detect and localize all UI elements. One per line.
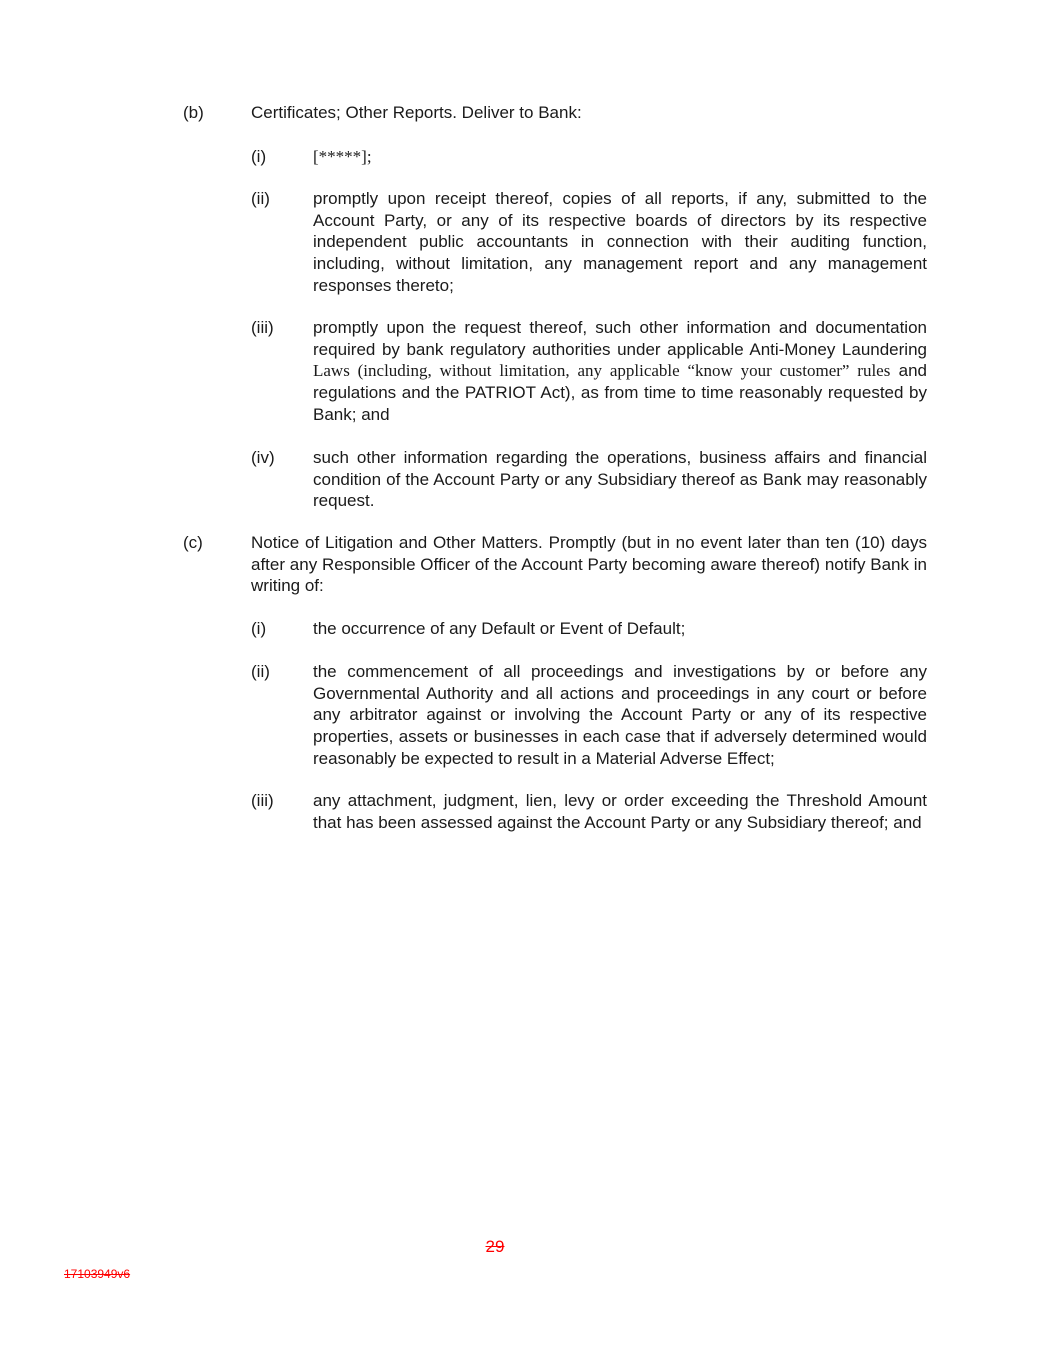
item-b-iii-label: (iii) <box>251 318 274 337</box>
item-b-iii-text-part-1: promptly upon the request thereof, such other information and documentation required by bank regulatory authorities under applicable Anti-Money Laundering <box>313 318 927 359</box>
section-c <box>183 532 927 600</box>
section-c-heading: Notice of Litigation and Other Matters. Promptly (but in no event later than ten (10) days after any Responsible Officer of the Account Party becoming aware thereof) notify Bank in writing of: <box>251 533 927 596</box>
item-b-iii <box>251 317 927 427</box>
item-c-ii-text: the commencement of all proceedings and investigations by or before any Governmental Authority and all actions and proceedings in any court or before any arbitrator against or involving the Account Party or any of its respective properties, assets or businesses in each case that if adversely determined would reasonably be expected to result in a Material Adverse Effect; <box>313 662 927 768</box>
section-b <box>183 102 927 126</box>
page-number: 29 <box>485 1237 505 1256</box>
item-c-ii <box>251 661 927 771</box>
item-b-iii-text-part-3: and regulations and the PATRIOT Act), as from time to time reasonably requested by Bank; and <box>313 361 927 424</box>
section-b-label: (b) <box>183 103 204 122</box>
item-c-iii-label: (iii) <box>251 791 274 810</box>
item-b-iv-label: (iv) <box>251 448 275 467</box>
item-c-i-text: the occurrence of any Default or Event of Default; <box>313 619 686 638</box>
document-id: 17103949v6 <box>64 1267 131 1281</box>
item-b-ii-text: promptly upon receipt thereof, copies of all reports, if any, submitted to the Account Party, or any of its respective boards of directors by its respective independent public accountants in connection with their auditing function, including, without limitation, any management report and any management responses thereto; <box>313 189 927 295</box>
item-b-iv <box>251 447 927 515</box>
item-b-iv-text: such other information regarding the operations, business affairs and financial condition of the Account Party or any Subsidiary thereof as Bank may reasonably request. <box>313 448 927 511</box>
item-b-i <box>251 146 927 170</box>
item-b-i-text: [*****]; <box>313 147 372 166</box>
item-b-ii-label: (ii) <box>251 189 270 208</box>
item-c-i-label: (i) <box>251 619 267 638</box>
section-c-label: (c) <box>183 533 203 552</box>
item-c-iii-text: any attachment, judgment, lien, levy or order exceeding the Threshold Amount that has been assessed against the Account Party or any Subsidiary thereof; and <box>313 791 927 832</box>
item-c-i <box>251 618 927 642</box>
section-b-heading: Certificates; Other Reports. Deliver to Bank: <box>251 103 582 122</box>
item-c-ii-label: (ii) <box>251 662 270 681</box>
item-b-ii <box>251 188 927 298</box>
item-b-i-label: (i) <box>251 147 267 166</box>
item-b-iii-text <box>313 317 927 426</box>
item-c-iii <box>251 790 927 836</box>
item-b-iii-text-part-2: Laws (including, without limitation, any applicable “know your customer” rules <box>313 361 891 381</box>
